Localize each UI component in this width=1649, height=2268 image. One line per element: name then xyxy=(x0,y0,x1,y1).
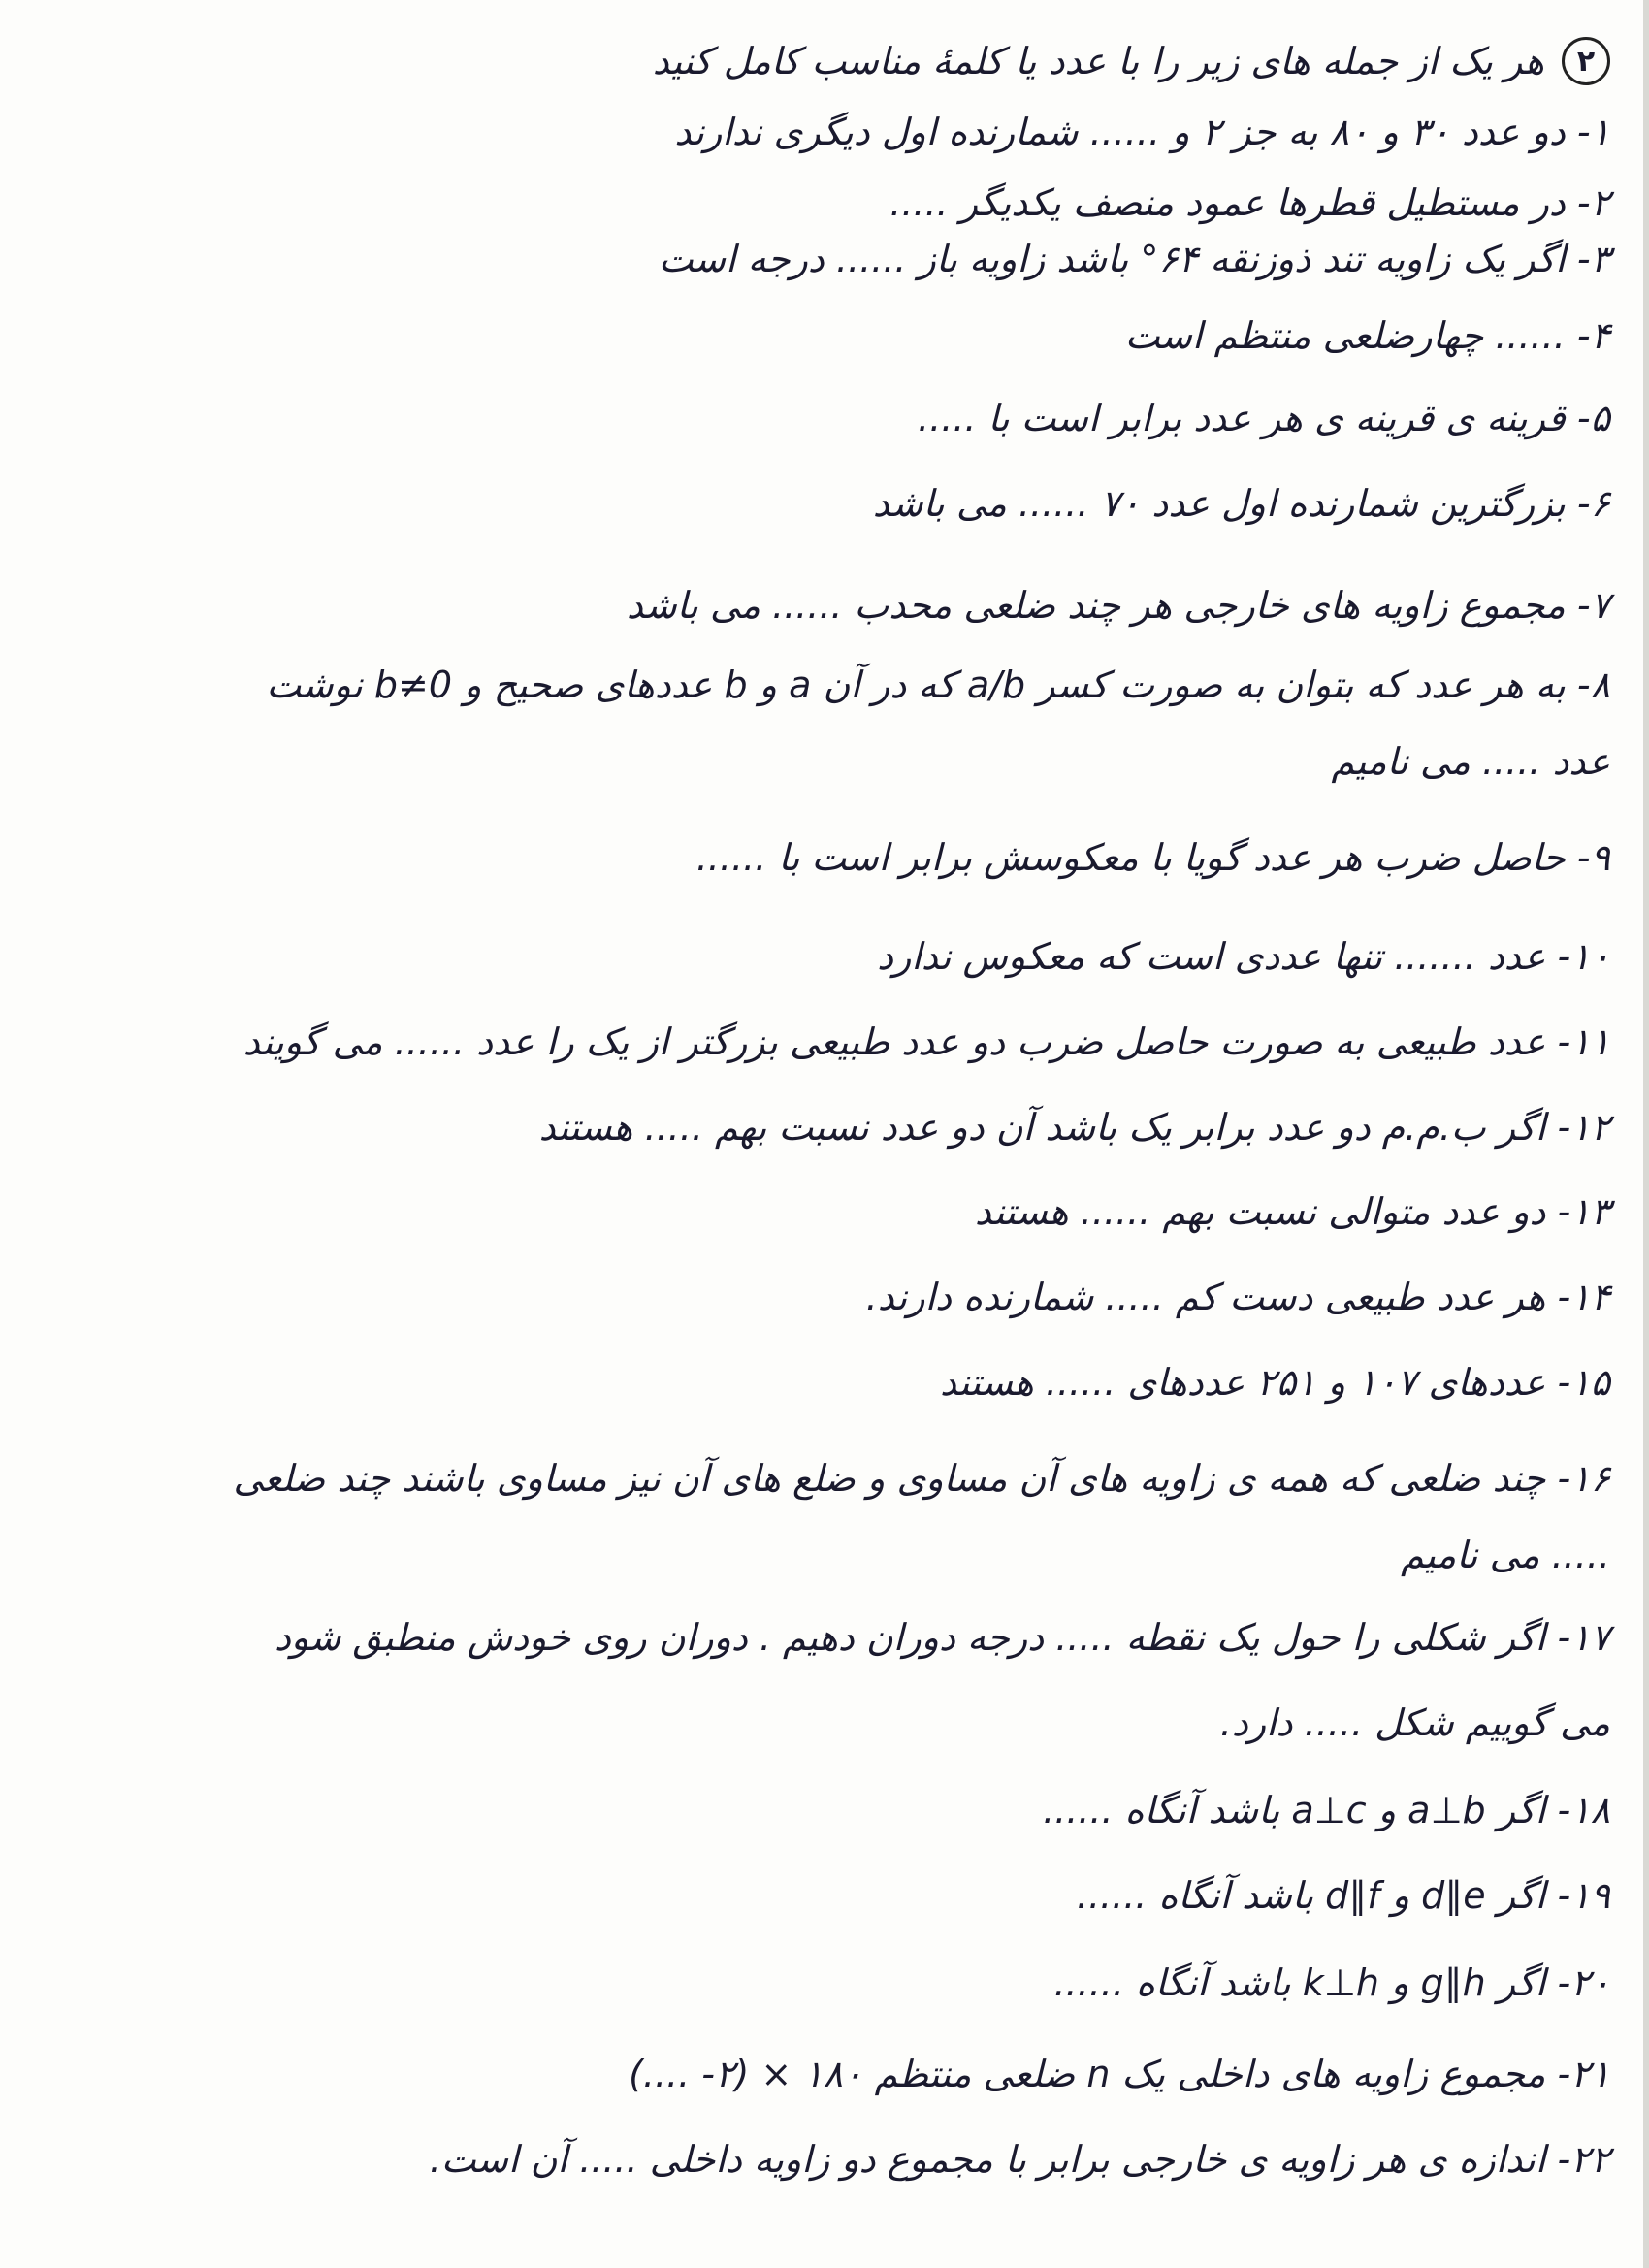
item-10: ۱۰- عدد ....... تنها عددی است که معکوس ندارد xyxy=(877,935,1610,979)
item-15: ۱۵- عددهای ۱۰۷ و ۲۵۱ عددهای ...... هستند xyxy=(939,1360,1610,1404)
question-header xyxy=(19,27,1610,95)
item-21: ۲۱- مجموع زاویه های داخلی یک n ضلعی منتظم ۱۸۰ × (۲- ....) xyxy=(629,2052,1610,2095)
scan-edge xyxy=(1643,0,1649,2268)
item-12: ۱۲- اگر ب.م.م دو عدد برابر یک باشد آن دو عدد نسبت بهم ..... هستند xyxy=(538,1105,1610,1149)
item-5: ۵- قرینه ی قرینه ی هر عدد برابر است با ..... xyxy=(918,397,1610,440)
item-18: ۱۸- اگر a⊥b و a⊥c باشد آنگاه ...... xyxy=(1043,1789,1610,1832)
item-4: ۴- ...... چهارضلعی منتظم است xyxy=(1124,314,1610,358)
item-16-continued: ..... می نامیم xyxy=(1401,1534,1610,1577)
item-8: ۸- به هر عدد که بتوان به صورت کسر a/b که در آن a و b عددهای صحیح و b≠0 نوشت xyxy=(266,663,1610,706)
question-number-badge: ۲ xyxy=(1562,37,1610,85)
item-8-continued: عدد ..... می نامیم xyxy=(1331,739,1610,783)
item-9: ۹- حاصل ضرب هر عدد گویا با معکوسش برابر است با ...... xyxy=(695,836,1610,880)
item-14: ۱۴- هر عدد طبیعی دست کم ..... شمارنده دارند. xyxy=(865,1276,1610,1319)
item-19: ۱۹- اگر d∥e و d∥f باشد آنگاه ...... xyxy=(1076,1873,1610,1917)
item-1: ۱- دو عدد ۳۰ و ۸۰ به جز ۲ و ...... شمارنده اول دیگری ندارند xyxy=(674,110,1610,153)
item-11: ۱۱- عدد طبیعی به صورت حاصل ضرب دو عدد طبیعی بزرگتر از یک را عدد ...... می گویند xyxy=(242,1021,1610,1064)
item-16: ۱۶- چند ضلعی که همه ی زاویه های آن مساوی و ضلع های آن نیز مساوی باشند چند ضلعی xyxy=(233,1457,1610,1501)
item-17-continued: می گوییم شکل ..... دارد. xyxy=(1219,1701,1610,1744)
item-20: ۲۰- اگر g∥h و k⊥h باشد آنگاه ...... xyxy=(1053,1961,1610,2005)
item-22: ۲۲- اندازه ی هر زاویه ی خارجی برابر با مجموع دو زاویه داخلی ..... آن است. xyxy=(429,2137,1610,2181)
item-13: ۱۳- دو عدد متوالی نسبت بهم ...... هستند xyxy=(974,1190,1610,1234)
instruction-text: هر یک از جمله های زیر را با عدد یا کلمهٔ مناسب کامل کنید xyxy=(652,40,1544,82)
item-3: ۳- اگر یک زاویه تند ذوزنقه ۶۴° باشد زاویه باز ...... درجه است xyxy=(658,238,1610,281)
item-6: ۶- بزرگترین شمارنده اول عدد ۷۰ ...... می باشد xyxy=(872,481,1610,525)
item-17: ۱۷- اگر شکلی را حول یک نقطه ..... درجه دوران دهیم . دوران روی خودش منطبق شود xyxy=(275,1615,1610,1659)
item-7: ۷- مجموع زاویه های خارجی هر چند ضلعی محدب ...... می باشد xyxy=(626,584,1610,628)
item-2: ۲- در مستطیل قطرها عمود منصف یکدیگر ..... xyxy=(889,181,1610,225)
